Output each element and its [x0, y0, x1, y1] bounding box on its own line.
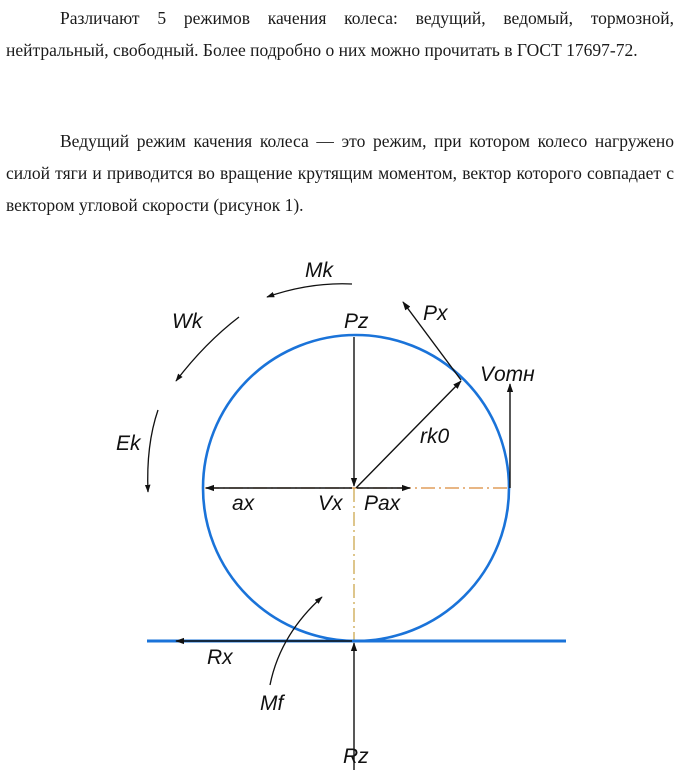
paragraph-driving-mode: Ведущий режим качения колеса — это режим, при котором колесо нагружено силой тяги и приводится во вращение крутящим моментом, вектор которого совпадает с вектором угловой скорости (рисунок 1).: [6, 131, 674, 215]
label-mk: Mk: [305, 259, 333, 282]
label-votn: Vотн: [480, 363, 535, 386]
mk-arrow: [267, 284, 352, 297]
ek-arrow: [148, 410, 158, 492]
label-px: Px: [423, 302, 448, 325]
paragraph-wheel-modes: Различают 5 режимов качения колеса: ведущий, ведомый, тормозной, нейтральный, свободный. Более подробно о них можно прочитать в ГОСТ 17697-72.: [6, 8, 674, 60]
label-vx: Vx: [318, 492, 343, 515]
label-rz: Rz: [343, 745, 369, 768]
label-mf: Mf: [260, 692, 284, 715]
label-wk: Wk: [172, 310, 203, 333]
label-pax: Pax: [364, 492, 401, 515]
label-ax: ax: [232, 492, 255, 515]
label-rk0: rk0: [420, 425, 450, 448]
label-ek: Ek: [116, 432, 141, 455]
label-rx: Rx: [207, 646, 233, 669]
wheel-force-diagram: [0, 240, 686, 771]
label-pz: Pz: [344, 310, 369, 333]
